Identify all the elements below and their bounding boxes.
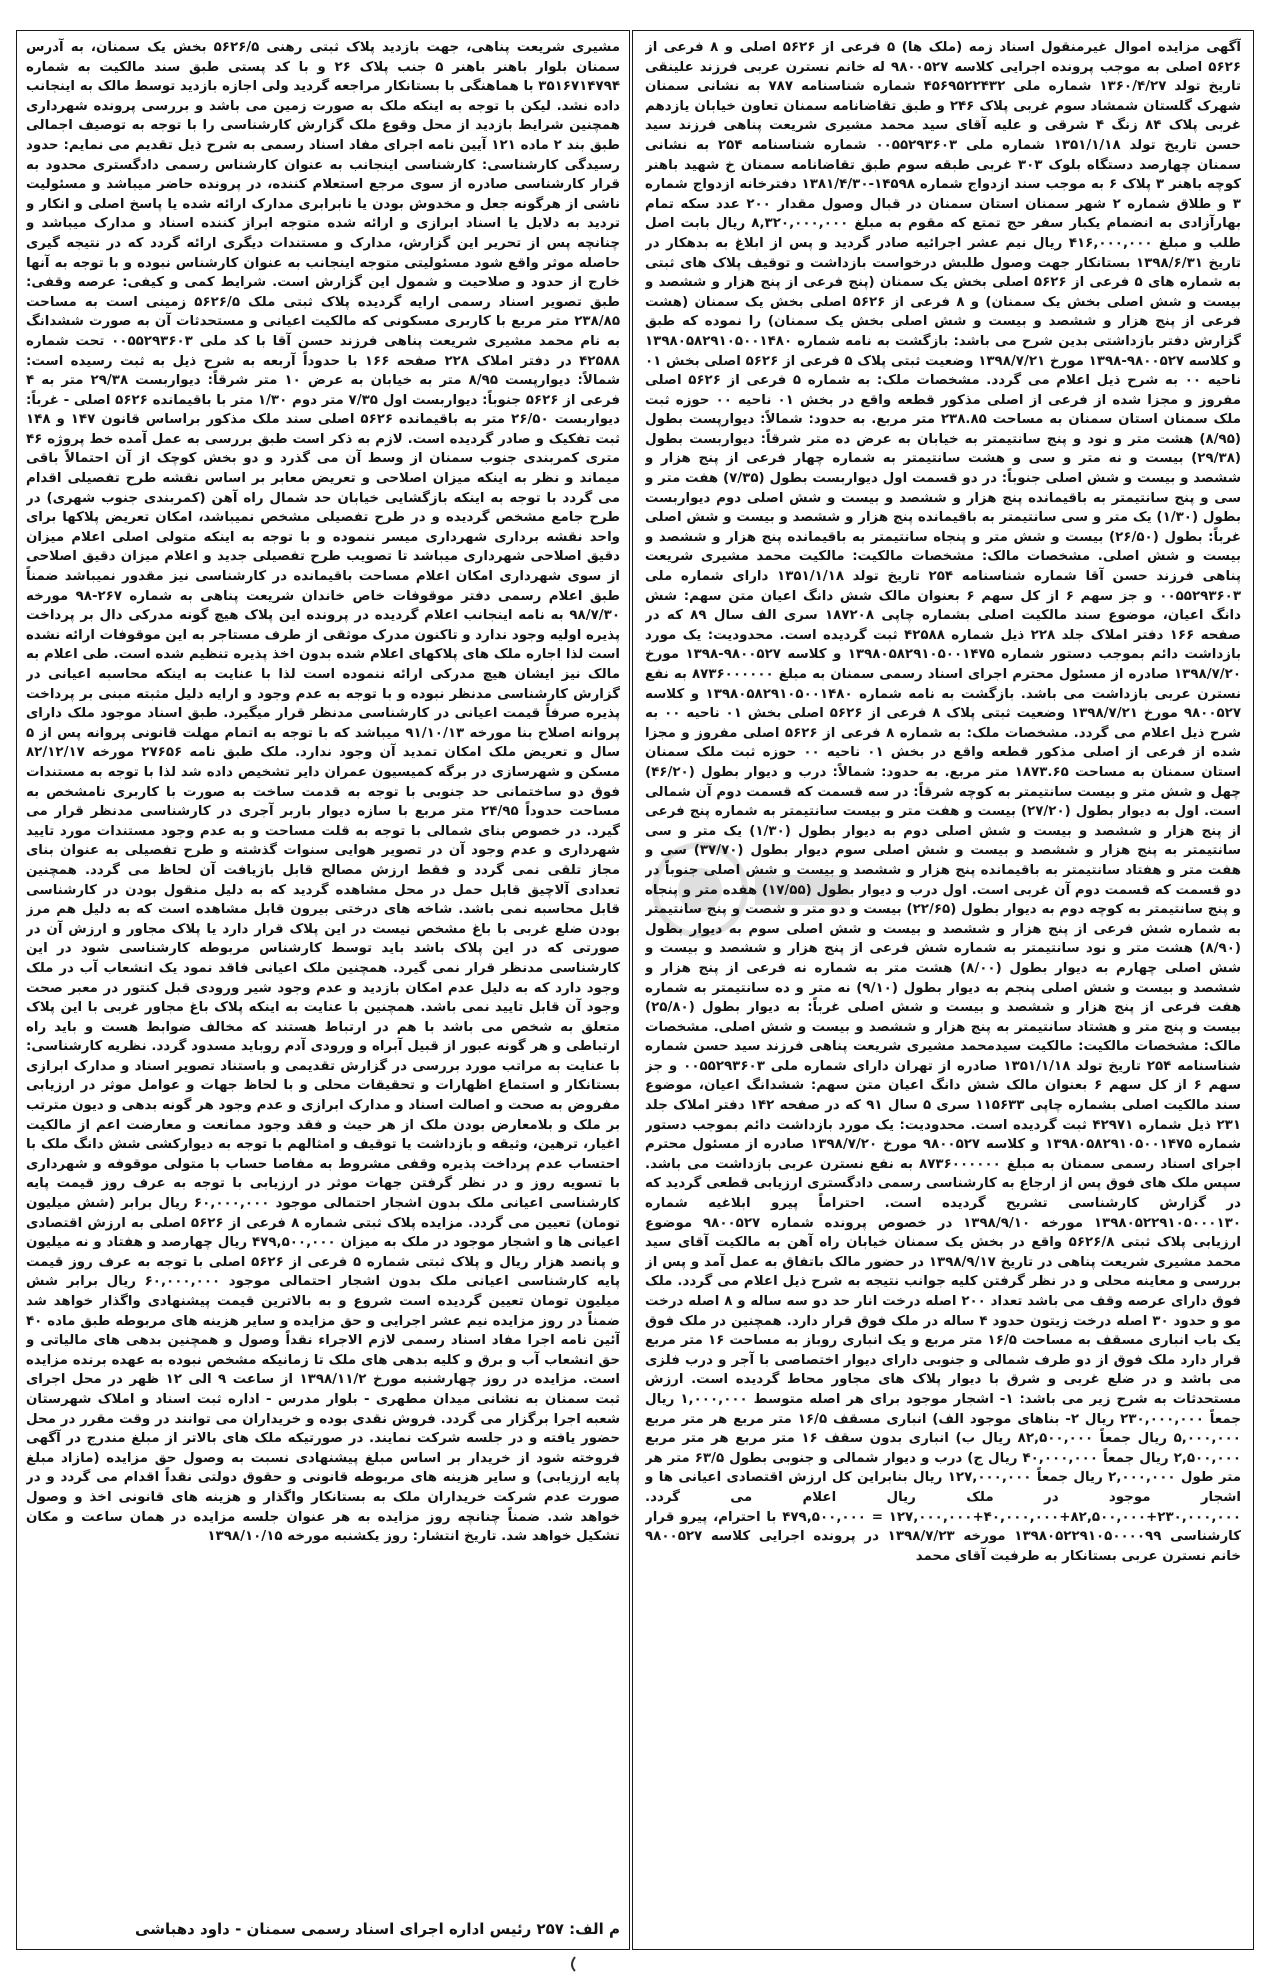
signature-line: م الف: ۲۵۷ رئیس اداره اجرای اسناد رسمی سمنان - داود دهباشی xyxy=(135,1920,620,1938)
left-column-text: مشیری شریعت پناهی، جهت بازدید پلاک ثبتی رهنی ۵۶۲۶/۵ بخش یک سمنان، به آدرس سمنان بلوار باهنر باهنر ۵ جنب پلاک ۲۶ و با کد پستی طبق سند مالکیت به شماره ۳۵۱۶۷۱۴۷۹۴ با هماهنگی با بستانکار مراجعه گردید ولی اجازه بازدید توسط مالک به اینجانب داده نشد. لیکن با توجه به اینکه ملک به صورت زمین می باشد و بررسی پرونده شهرداری همچنین شرایط بازدید از محل وقوع ملک گزارش کارشناسی را با توجه به توصیف اجمالی طبق بند ۲ ماده ۱۲۱ آیین نامه اجرای مفاد اسناد رسمی به شرح ذیل تقدیم می نمایم: حدود رسیدگی کارشناسی: کارشناسی اینجانب به عنوان کارشناس رسمی دادگستری محدود به قرار کارشناسی صادره از سوی مرجع استعلام کننده، در پرونده حاضر میباشد و مسئولیت ناشی از هرگونه جعل و مخدوش بودن یا نابرابری مدارک ارائه شده یا پاسخ اصلی و انکار و تردید به دلایل یا اسناد ابرازی و ارائه شده متوجه ابراز کننده اسناد و مدارک میباشد و چنانچه پس از تحریر این گزارش، مدارک و مستندات دیگری ارائه گردد که در نتیجه گیری حاصله موثر واقع شود مسئولیتی متوجه اینجانب به عنوان کارشناس نبوده و با توجه به آنها خارج از حدود و صلاحیت و شمول این گزارش است. شرایط کمی و کیفی: عرصه وقفی: طبق تصویر اسناد رسمی ارایه گردیده پلاک ثبتی ملک ۵۶۲۶/۵ زمینی است به مساحت ۲۳۸/۸۵ متر مربع با کاربری مسکونی که مالکیت اعیانی و مستحدثات آن به صورت ششدانگ به نام محمد مشیری شریعت پناهی فرزند حسن آقا با کد ملی ۰۰۵۵۲۹۳۶۰۳ تحت شماره ۴۲۵۸۸ در دفتر املاک ۲۲۸ صفحه ۱۶۶ با حدوداً آربعه به شرح ذیل به ثبت رسیده است: شمالاً: دیوارپست ۸/۹۵ متر به خیابان به عرض ۱۰ متر شرقاً: دیواربست ۲۹/۳۸ متر به ۴ فرعی از ۵۶۲۶ جنوباً: دیواربست اول ۷/۳۵ متر دوم ۱/۳۰ متر با باقیمانده ۵۶۲۶ اصلی - غرباً: دیواربست ۲۶/۵۰ متر به باقیمانده ۵۶۲۶ اصلی سند ملک مذکور براساس قانون ۱۴۷ و ۱۴۸ ثبت تفکیک و صادر گردیده است. لازم به ذکر است طبق بررسی به عمل آمده خط پروژه ۴۶ متری کمربندی جنوب سمنان از وسط آن می گذرد و دو بخش کوچک از آن احتمالاً باقی میماند و نظر به اینکه میزان اصلاحی و تعریض معابر بر اساس نقشه طرح تفصیلی اقدام می گردد با توجه به اینکه بازگشایی خیابان حد شمال راه آهن (کمربندی جنوب شهری) در طرح جامع مشخص گردیده و در طرح تفصیلی مشخص نمیباشد، امکان تعریض پلاکها برای واحد نقشه برداری شهرداری میسر ننموده و با توجه به اینکه متولی اصلی اعلام میزان دقیق اصلاحی شهرداری میباشد تا تصویب طرح تفصیلی جدید و اعلام میزان دقیق اصلاحی از سوی شهرداری امکان اعلام مساحت باقیمانده در کارشناسی نیز مقدور نمیباشد ضمناً طبق اعلام رسمی دفتر موقوفات خاص خاندان شریعت پناهی به شماره ۲۶۷-۹۸ مورخه ۹۸/۷/۳۰ به نامه اینجانب اعلام گردیده در پرونده این پلاک هیچ گونه مدرکی دال بر پرداخت پذیره اولیه وجود ندارد و تاکنون مدرک موثقی از طرف مستاجر به این موقوفات ارائه نشده است لذا اجاره ملک های پلاکهای اعلام شده بدون اخذ پذیره تنظیم شده است. طی اعلام به مالک نیز ایشان هیچ مدرکی ارائه ننموده است لذا با عنایت به اینکه محاسبه اعیانی در گزارش کارشناسی مدنظر نبوده و با توجه به عدم وجود و ارایه دلیل مثبته مبنی بر پرداخت پذیره صرفاً قیمت اعیانی در کارشناسی مدنظر قرار میگیرد. طبق اسناد موجود ملک دارای پروانه اصلاح بنا مورخه ۹۱/۱۰/۱۳ میباشد که با توجه به اتمام مهلت قانونی پروانه پس از ۵ سال و تعریض ملک امکان تمدید آن وجود ندارد. ملک طبق نامه ۲۷۶۵۶ مورخه ۸۲/۱۲/۱۷ مسکن و شهرسازی در برگه کمیسیون عمران دایر تشخیص داده شد لذا با توجه به مستندات فوق دو ساختمانی حد جنوبی با توجه به قدمت ساخت به صورت با کاربری نامشخص به مساحت حدوداً ۲۴/۹۵ متر مربع با سازه دیوار باربر آجری در کارشناسی مدنظر قرار می گیرد. در خصوص بنای شمالی با توجه به قلت مساحت و به عدم وجود مستندات مورد تایید شهرداری و عدم وجود آن در تصویر هوایی سنوات گذشته و طرح تفصیلی به عنوان بنای مجاز تلقی نمی گردد و فقط ارزش مصالح قابل بازیافت آن لحاظ می گردد. همچنین تعدادی آلاچیق قابل حمل در محل مشاهده گردید که به دلیل منقول بودن در کارشناسی قابل محاسبه نمی باشد. شاخه های درختی بیرون قابل مشاهده است که به دلیل هم مرز بودن ضلع غربی با باغ مشخص نیست در این پلاک قرار دارد یا پلاک مجاور و ارزش آن در صورتی که در این پلاک باشد باید توسط کارشناس مربوطه کارشناسی شود در این کارشناسی مدنظر قرار نمی گیرد. همچنین ملک اعیانی فاقد نمود یک انشعاب آب در ملک وجود دارد که به دلیل عدم امکان بازدید و عدم وجود شیر ورودی قبل کنتور در معبر صحت وجود آن قابل تایید نمی باشد. همچنین با عنایت به اینکه پلاک باغ مجاور غربی با این پلاک متعلق به شخص می باشد با هم در ارتباط هستند که مخالف ضوابط هست و باید راه ارتباطی و هر گونه عبور از قبیل آبراه و ورودی آدم روباید مسدود گردد. نظریه کارشناسی: با عنایت به مراتب مورد بررسی در گزارش تقدیمی و باستناد تصویر اسناد و مدارک ابرازی بستانکار و استماع اظهارات و تحقیقات محلی و با لحاظ جهات و عوامل موثر در ارزیابی مفروض به صحت و اصالت اسناد و مدارک ابرازی و عدم وجود هر گونه بدهی و دیون مترتب بر ملک و بلامعارض بودن ملک از هر حیث و فقد وجود ممانعت و معارضت اعم از مالکیت اغیار، ترهین، وثیقه و بازداشت یا توقیف و امثالهم با توجه به دیوارکشی شش دانگ ملک با احتساب عدم پرداخت پذیره وقفی مشروط به مفاصا حساب با متولی موقوفه و شهرداری با تسویه روز و در نظر گرفتن جهات موثر در ارزیابی با توجه به عرف روز قیمت پایه کارشناسی اعیانی ملک بدون اشجار احتمالی موجود ۶۰,۰۰۰,۰۰۰ ریال برابر (شش میلیون تومان) تعیین می گردد. مزایده پلاک ثبتی شماره ۸ فرعی از ۵۶۲۶ اصلی به ارزش اقتصادی اعیانی ها و اشجار موجود در ملک به میزان ۴۷۹,۵۰۰,۰۰۰ ریال چهارصد و هفتاد و نه میلیون و پانصد هزار ریال و پلاک ثبتی شماره ۵ فرعی از ۵۶۲۶ اصلی با توجه به عرف روز قیمت پایه کارشناسی اعیانی ملک بدون اشجار احتمالی موجود ۶۰,۰۰۰,۰۰۰ ریال برابر شش میلیون تومان تعیین گردیده است شروع و به بالاترین قیمت پیشنهادی واگذار خواهد شد ضمناً در روز مزایده نیم عشر اجرایی و حق مزایده و سایر هزینه های مربوطه طبق ماده ۴۰ آئین نامه اجرا مفاد اسناد رسمی لازم الاجراء نقداً وصول و همچنین بدهی های مالیاتی و حق انشعاب آب و برق و کلیه بدهی های ملک تا زمانیکه مشخص نبوده به عهده برنده مزایده است. مزایده در روز چهارشنبه مورخ ۱۳۹۸/۱۱/۲ از ساعت ۹ الی ۱۲ ظهر در محل اجرای ثبت سمنان به نشانی میدان مطهری - بلوار مدرس - اداره ثبت اسناد و املاک شهرستان شعبه اجرا برگزار می گردد. فروش نقدی بوده و خریداران می توانند در وقت مقرر در محل حضور یافته و در جلسه شرکت نمایند. در صورتیکه ملک های بالاتر از مبلغ مندرج در آگهی فروخته شود از خریدار بر اساس مبلغ پیشنهادی نسبت به وصول حق مزایده (مازاد مبلغ پایه ارزیابی) و سایر هزینه های مربوطه قانونی و حقوق دولتی نقداً اقدام می گردد و در صورت عدم شرکت خریداران ملک به بستانکار واگذار و هزینه های قانونی اخذ و وصول خواهد شد. ضمناً چنانچه روز مزایده به هر عنوان جلسه مزایده در همان ساعت و مکان تشکیل خواهد شد. تاریخ انتشار: روز یکشنبه مورخه ۱۳۹۸/۱۰/۱۵ xyxy=(26,40,620,1545)
page-corner-mark xyxy=(560,1955,590,1973)
right-column-text: آگهی مزایده اموال غیرمنقول اسناد زمه (ملک ها) ۵ فرعی از ۵۶۲۶ اصلی و ۸ فرعی از ۵۶۲۶ اصلی به موجب پرونده اجرایی کلاسه ۹۸۰۰۵۲۷ له خانم نسترن عربی فرزند علینقی تاریخ تولد ۱۳۶۰/۴/۲۷ شماره ملی ۴۵۶۹۵۲۲۴۳۲ شماره شناسنامه ۷۸۷ به نشانی سمنان شهرک گلستان شمشاد سوم غربی پلاک ۲۴۶ و طبق تقاضانامه سمنان تعاون خیابان یازدهم غربی پلاک ۸۴ زنگ ۴ شرقی و علیه آقای سید محمد مشیری شریعت پناهی فرزند سید حسن تاریخ تولد ۱۳۵۱/۱/۱۸ شماره ملی ۰۰۵۵۲۹۳۶۰۳ شماره شناسنامه ۲۵۴ به نشانی سمنان چهارصد دستگاه بلوک ۳۰۳ غربی طبقه سوم طبق تقاضانامه سمنان خ شهید باهنر کوچه باهنر ۳ پلاک ۶ به موجب سند ازدواج شماره ۱۴۵۹۸-۱۳۸۱/۴/۳۰ دفترخانه ازدواج شماره ۳ و طلاق شماره ۲ شهر سمنان استان سمنان در قبال وصول مقدار ۲۰۰ عدد سکه تمام بهارآزادی به انضمام یکبار سفر حج تمتع که مقوم به مبلغ ۸,۳۲۰,۰۰۰,۰۰۰ ریال بابت اصل طلب و مبلغ ۴۱۶,۰۰۰,۰۰۰ ریال نیم عشر اجرائیه صادر گردید و پس از ابلاغ به بدهکار در تاریخ ۱۳۹۸/۶/۳۱ بستانکار جهت وصول طلبش درخواست بازداشت و توقیف پلاک های ثبتی به شماره های ۵ فرعی از ۵۶۲۶ اصلی بخش یک سمنان (پنج فرعی از پنج هزار و ششصد و بیست و شش اصلی بخش یک سمنان) و ۸ فرعی از ۵۶۲۶ اصلی بخش یک سمنان (هشت فرعی از پنج هزار و ششصد و بیست و شش اصلی بخش یک سمنان) را نموده که طبق گزارش دفتر بازداشتی بدین شرح می باشد: بازگشت به نامه شماره ۱۳۹۸۰۵۸۲۹۱۰۵۰۰۱۴۸۰ و کلاسه ۹۸۰۰۵۲۷-۱۳۹۸ مورخ ۱۳۹۸/۷/۲۱ وضعیت ثبتی پلاک ۵ فرعی از ۵۶۲۶ اصلی بخش ۰۱ ناحیه ۰۰ به شرح ذیل اعلام می گردد. مشخصات ملک: به شماره ۵ فرعی از ۵۶۲۶ اصلی مفروز و مجزا شده از فرعی از اصلی مذکور قطعه واقع در بخش ۰۱ ناحیه ۰۰ حوزه ثبت ملک سمنان استان سمنان به مساحت ۲۳۸.۸۵ متر مربع. به حدود: شمالاً: دیوارپست بطول (۸/۹۵) هشت متر و نود و پنج سانتیمتر به خیابان به عرض ده متر شرقاً: دیواربست بطول (۲۹/۳۸) بیست و نه متر و سی و هشت سانتیمتر به شماره چهار فرعی از پنج هزار و ششصد و بیست و شش اصلی جنوباً: در دو قسمت اول دیواربست بطول (۷/۳۵) هفت متر و سی و پنج سانتیمتر به باقیمانده پنج هزار و ششصد و بیست و شش اصلی دوم دیواربست بطول (۱/۳۰) یک متر و سی سانتیمتر به باقیمانده پنج هزار و ششصد و بیست و شش اصلی غرباً: بطول (۲۶/۵۰) بیست و شش متر و پنجاه سانتیمتر به باقیمانده پنج هزار و ششصد و بیست و شش اصلی. مشخصات مالک: مشخصات مالکیت: مالکیت محمد مشیری شریعت پناهی فرزند حسن آقا شماره شناسنامه ۲۵۴ تاریخ تولد ۱۳۵۱/۱/۱۸ دارای شماره ملی ۰۰۵۵۲۹۳۶۰۳ و جز سهم ۶ از کل سهم ۶ بعنوان مالک شش دانگ اعیان متن سهم: شش دانگ اعیان، موضوع سند مالکیت اصلی بشماره چاپی ۱۸۷۲۰۸ سری الف سال ۸۹ که در صفحه ۱۶۶ دفتر املاک جلد ۲۲۸ ذیل شماره ۴۲۵۸۸ ثبت گردیده است. محدودیت: یک مورد بازداشت دائم بموجب دستور شماره ۱۳۹۸۰۵۸۲۹۱۰۵۰۰۱۴۷۵ و کلاسه ۹۸۰۰۵۲۷-۱۳۹۸ مورخ ۱۳۹۸/۷/۲۰ صادره از مسئول محترم اجرای اسناد رسمی سمنان به مبلغ ۸۷۳۶۰۰۰۰۰۰ به نفع نسترن عربی بازداشت می باشد. بازگشت به نامه شماره ۱۳۹۸۰۵۸۲۹۱۰۵۰۰۱۴۸۰ و کلاسه ۹۸۰۰۵۲۷ مورخ ۱۳۹۸/۷/۲۱ وضعیت ثبتی پلاک ۸ فرعی از ۵۶۲۶ اصلی بخش ۰۱ ناحیه ۰۰ به شرح ذیل اعلام می گردد. مشخصات ملک: به شماره ۸ فرعی از ۵۶۲۶ اصلی مفروز و مجزا شده از فرعی از اصلی مذکور قطعه واقع در بخش ۰۱ ناحیه ۰۰ حوزه ثبت ملک سمنان استان سمنان به مساحت ۱۸۷۳.۶۵ متر مربع. به حدود: شمالاً: درب و دیوار بطول (۴۶/۲۰) چهل و شش متر و بیست سانتیمتر به کوچه شرقاً: در سه قسمت که قسمت دوم آن شمالی است. اول به دیوار بطول (۲۷/۲۰) بیست و هفت متر و بیست سانتیمتر به شماره پنج فرعی از پنج هزار و ششصد و بیست و شش اصلی دوم به دیوار بطول (۱/۳۰) یک متر و سی سانتیمتر به پنج هزار و ششصد و بیست و شش اصلی سوم دیوار بطول (۳۷/۷۰) سی و هفت متر و هفتاد سانتیمتر به باقیمانده پنج هزار و ششصد و بیست و شش اصلی جنوباً در دو قسمت که قسمت دوم آن غربی است. اول درب و دیوار بطول (۱۷/۵۵) هفده متر و پنجاه و پنج سانتیمتر به کوچه دوم به دیوار بطول (۲۲/۶۵) بیست و دو متر و شصت و پنج سانتیمتر به شماره شش فرعی از پنج هزار و ششصد و بیست و شش اصلی سوم به دیوار بطول (۸/۹۰) هشت متر و نود سانتیمتر به شماره شش فرعی از پنج هزار و ششصد و بیست و شش اصلی چهارم به دیوار بطول (۸/۰۰) هشت متر به شماره نه فرعی از پنج هزار و ششصد و بیست و شش اصلی پنجم به دیوار بطول (۹/۱۰) نه متر و ده سانتیمتر به شماره هفت فرعی از پنج هزار و ششصد و بیست و شش اصلی غرباً: به دیوار بطول (۲۵/۸۰) بیست و پنج متر و هشتاد سانتیمتر به پنج هزار و ششصد و بیست و شش اصلی. مشخصات مالک: مشخصات مالکیت: مالکیت سیدمحمد مشیری شریعت پناهی فرزند سید حسن شماره شناسنامه ۲۵۴ تاریخ تولد ۱۳۵۱/۱/۱۸ صادره از تهران دارای شماره ملی ۰۰۵۵۲۹۳۶۰۳ و جز سهم ۶ از کل سهم ۶ بعنوان مالک شش دانگ اعیان متن سهم: ششدانگ اعیان، موضوع سند مالکیت اصلی بشماره چاپی ۱۱۵۶۳۳ سری ۵ سال ۹۱ که در صفحه ۱۴۲ دفتر املاک جلد ۲۳۱ ذیل شماره ۴۲۹۷۱ ثبت گردیده است. محدودیت: یک مورد بازداشت دائم بموجب دستور شماره ۱۳۹۸۰۵۸۲۹۱۰۵۰۰۱۴۷۵ و کلاسه ۹۸۰۰۵۲۷ مورخ ۱۳۹۸/۷/۲۰ صادره از مسئول محترم اجرای اسناد رسمی سمنان به مبلغ ۸۷۳۶۰۰۰۰۰۰ به نفع نسترن عربی بازداشت می باشد. سپس ملک های فوق پس از ارجاع به کارشناسی رسمی دادگستری ارزیابی قطعی گردید که در گزارش کارشناسی تشریح گردیده است. احتراماً پیرو ابلاغیه شماره ۱۳۹۸۰۵۲۲۹۱۰۵۰۰۰۱۳۰ مورخه ۱۳۹۸/۹/۱۰ در خصوص پرونده شماره ۹۸۰۰۵۲۷ موضوع ارزیابی پلاک ثبتی ۵۶۲۶/۸ واقع در بخش یک سمنان خیابان راه آهن به مالکیت آقای سید محمد مشیری شریعت پناهی در تاریخ ۱۳۹۸/۹/۱۷ در حضور مالک باتفاق به عمل آمد و پس از بررسی و معاینه محلی و در نظر گرفتن کلیه جوانب نتیجه به شرح ذیل اعلام می گردد. ملک فوق دارای عرصه وقف می باشد تعداد ۲۰۰ اصله درخت انار حد دو سه ساله و ۸ اصله درخت مو و حدود ۳۰ اصله درخت زیتون حدود ۴ ساله در ملک فوق قرار دارد. همچنین در ملک فوق یک باب انباری مسقف به مساحت ۱۶/۵ متر مربع و یک انباری روباز به مساحت ۱۶ متر مربع قرار دارد ملک فوق از دو طرف شمالی و جنوبی دارای دیوار اختصاصی با آجر و درب فلزی می باشد و در ضلع غربی و شرق با دیوار پلاک های مجاور محاط گردیده است. ارزش مستحدثات به شرح زیر می باشد: ۱- اشجار موجود برای هر اصله متوسط ۱,۰۰۰,۰۰۰ ریال جمعاً ۲۳۰,۰۰۰,۰۰۰ ریال ۲- بناهای موجود الف) انباری مسقف ۱۶/۵ متر مربع هر متر مربع ۵,۰۰۰,۰۰۰ ریال جمعاً ۸۲,۵۰۰,۰۰۰ ریال ب) انباری بدون سقف ۱۶ متر مربع هر متر مربع ۲,۵۰۰,۰۰۰ ریال جمعاً ۴۰,۰۰۰,۰۰۰ ریال ج) درب و دیوار شمالی و جنوبی بطول ۶۳/۵ متر هر متر طول ۲,۰۰۰,۰۰۰ ریال جمعاً ۱۲۷,۰۰۰,۰۰۰ ریال بنابراین کل ارزش اقتصادی اعیانی ها و اشجار موجود در ملک ریال اعلام می گردد. ۲۳۰,۰۰۰,۰۰۰+۸۲,۵۰۰,۰۰۰+۴۰,۰۰۰,۰۰۰+۱۲۷,۰۰۰,۰۰۰ = ۴۷۹,۵۰۰,۰۰۰ با احترام، پیرو قرار کارشناسی ۱۳۹۸۰۵۲۲۹۱۰۵۰۰۰۰۹۹ مورخه ۱۳۹۸/۷/۲۳ در پرونده اجرایی کلاسه ۹۸۰۰۵۲۷ خانم نسترن عربی بستانکار به طرفیت آقای محمد xyxy=(645,40,1241,1564)
